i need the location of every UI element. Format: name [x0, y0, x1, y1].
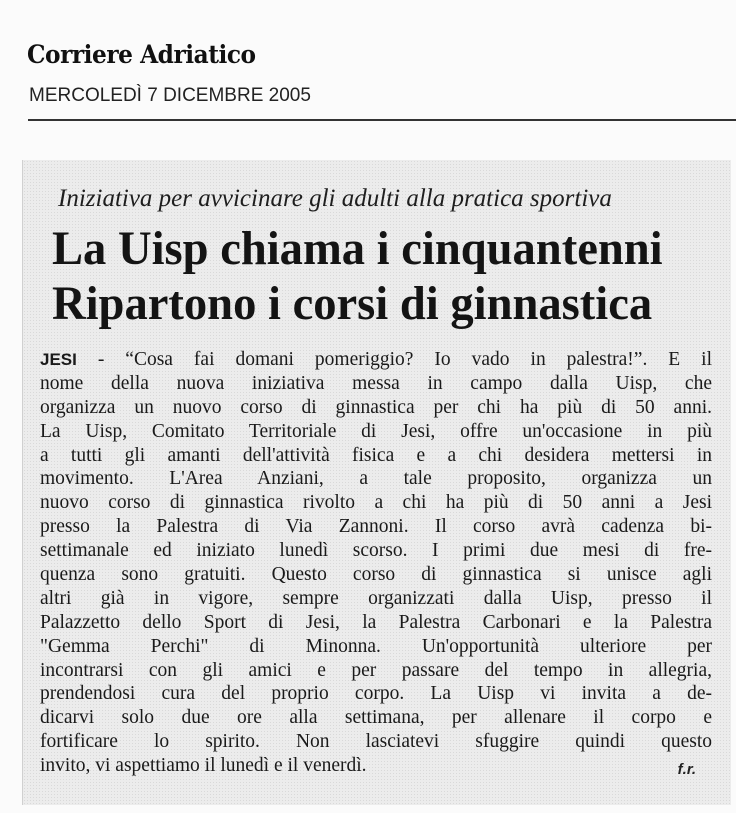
body-line: nome della nuova iniziativa messa in campo dalla Uisp, che [40, 372, 712, 394]
body-line: incontrarsi con gli amici e per passare del tempo in allegria, [40, 659, 712, 681]
article-dateline: JESI [40, 350, 77, 369]
body-line: La Uisp, Comitato Territoriale di Jesi, offre un'occasione in più [40, 420, 712, 442]
body-line: prendendosi cura del proprio corpo. La Uisp vi invita a de- [40, 683, 712, 705]
article-headline-line-1: La Uisp chiama i cinquantenni [52, 222, 663, 275]
body-line: settimanale ed iniziato lunedì scorso. I primi due mesi di fre- [40, 540, 712, 562]
body-line: Palazzetto dello Sport di Jesi, la Palestra Carbonari e la Palestra [40, 611, 712, 633]
body-line: invito, vi aspettiamo il lunedì e il venerdì. [40, 755, 367, 777]
body-line: a tutti gli amanti dell'attività fisica e a chi desidera mettersi in [40, 444, 712, 466]
body-line: "Gemma Perchi" di Minonna. Un'opportunità ulteriore per [40, 635, 712, 657]
body-line: nuovo corso di ginnastica rivolto a chi ha più di 50 anni a Jesi [40, 492, 712, 514]
publication-date: MERCOLEDÌ 7 DICEMBRE 2005 [29, 85, 311, 106]
article-headline-line-2: Ripartono i corsi di ginnastica [52, 277, 653, 330]
header-rule [28, 119, 736, 121]
author-signature: f.r. [677, 761, 696, 778]
article-kicker: Iniziativa per avvicinare gli adulti alla pratica sportiva [58, 185, 612, 212]
body-line: organizza un nuovo corso di ginnastica per chi ha più di 50 anni. [40, 396, 712, 418]
body-line: altri già in vigore, sempre organizzati dalla Uisp, presso il [40, 587, 712, 609]
body-line: movimento. L'Area Anziani, a tale proposito, organizza un [40, 468, 712, 490]
body-line: dicarvi solo due ore alla settimana, per allenare il corpo e [40, 707, 712, 729]
body-line: quenza sono gratuiti. Questo corso di ginnastica si unisce agli [40, 564, 712, 586]
body-line: fortificare lo spirito. Non lasciatevi sfuggire quindi questo [40, 731, 712, 753]
body-line: JESI - “Cosa fai domani pomeriggio? Io vado in palestra!”. E il [40, 349, 712, 370]
article-body [40, 348, 712, 778]
body-line: presso la Palestra di Via Zannoni. Il corso avrà cadenza bi- [40, 516, 712, 538]
newspaper-masthead: Corriere Adriatico [27, 40, 256, 69]
